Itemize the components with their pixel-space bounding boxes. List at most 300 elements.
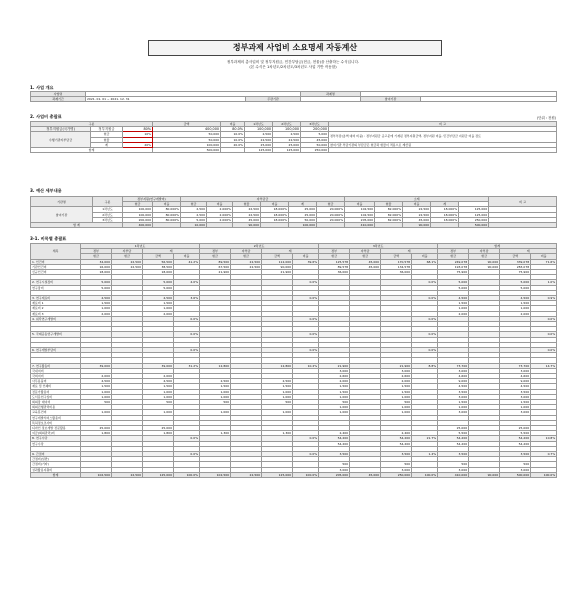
item-cell[interactable]: 1,000 <box>500 405 531 410</box>
budget-cell[interactable]: 200,000 <box>123 217 153 222</box>
item-subhdr-sum: 계 <box>381 249 438 254</box>
item-subhdr-self: 자부담 <box>469 249 500 254</box>
gov-ratio: 80.0% <box>221 127 245 132</box>
item-cell[interactable]: 5,000 <box>438 285 469 290</box>
item-cell[interactable]: 3,000 <box>438 410 469 415</box>
item-cell: 0.0% <box>293 296 319 301</box>
budget-cell[interactable]: 5,000 <box>181 217 207 222</box>
item-cell[interactable]: 5,000 <box>143 280 174 285</box>
lead-org-label: 주관기관 <box>246 97 301 102</box>
budget-cell[interactable]: 2,500 <box>181 207 207 212</box>
cash-pct-input[interactable]: 10% <box>123 132 153 137</box>
item-cell[interactable]: 1,500 <box>319 384 350 389</box>
item-cell[interactable]: 1,000 <box>381 394 412 399</box>
item-cell[interactable]: 283,078 <box>500 264 531 269</box>
budget-cell[interactable]: 80.000% <box>153 217 181 222</box>
item-cell: 68.1% <box>412 259 438 264</box>
item-cell[interactable]: 3,000 <box>500 394 531 399</box>
item-cell[interactable]: 2,600 <box>319 373 350 378</box>
inkind-ratio: 10.0% <box>221 137 245 142</box>
overview-row-2 <box>31 97 557 102</box>
budget-hdr-org: 기관명 <box>31 197 93 207</box>
item-cell[interactable]: 1,000 <box>143 306 174 311</box>
item-cell[interactable]: 4,600 <box>438 373 469 378</box>
item-cell[interactable]: 500 <box>81 399 112 404</box>
item-cell[interactable]: 500 <box>381 399 412 404</box>
item-cell[interactable]: 54,200 <box>381 436 412 441</box>
item-cell[interactable]: 1,500 <box>143 384 174 389</box>
item-cell[interactable]: 4,500 <box>500 296 531 301</box>
budget-cell[interactable]: 100,000 <box>123 207 153 212</box>
item-cell[interactable]: 73,700 <box>438 363 469 368</box>
item-cell[interactable]: 4,500 <box>81 296 112 301</box>
gov-amount[interactable]: 400,000 <box>153 127 221 132</box>
item-cell[interactable]: 1,000 <box>319 394 350 399</box>
item-cell[interactable]: 3,000 <box>319 368 350 373</box>
budget-cell[interactable]: 22,500 <box>233 212 261 217</box>
item-cell[interactable]: 21,900 <box>319 363 350 368</box>
item-cell[interactable]: 500 <box>200 399 231 404</box>
item-name: 도서문헌구입비 <box>31 394 81 399</box>
item-name: 간접비(일반) <box>31 457 81 462</box>
cash-note: 정부부담(총액 대비 비중) : 정부지원금 공고문에 기재된 정부지원금액, 정부지원 비율, 민간부담금 지원금 비율 검토 <box>329 132 557 142</box>
budget-hdr-note: 비 고 <box>489 197 557 207</box>
item-cell[interactable]: 3,000 <box>438 467 469 472</box>
item-h3-ratio: 비율 <box>531 254 557 259</box>
budget-total-cell: 90,000 <box>403 223 431 228</box>
item-cell[interactable]: 45,000 <box>350 264 381 269</box>
budget-cell[interactable]: 102,500 <box>345 207 375 212</box>
item-cell: 0.9% <box>531 296 557 301</box>
item-cell[interactable]: 3,500 <box>438 451 469 456</box>
item-cell[interactable]: 75,900 <box>438 270 469 275</box>
item-cell[interactable]: 54,200 <box>319 441 350 446</box>
item-cell[interactable]: 4,600 <box>500 373 531 378</box>
budget-cell[interactable]: 25,000 <box>289 207 317 212</box>
item-cell[interactable]: 3,000 <box>438 394 469 399</box>
item-cell[interactable]: 18,000 <box>143 270 174 275</box>
item-total-cell: 250,000 <box>381 472 412 477</box>
summary-hdr-year1: 1차년도 <box>245 122 273 127</box>
budget-cell[interactable]: 22,500 <box>403 212 431 217</box>
item-cell[interactable]: 45,000 <box>350 259 381 264</box>
item-cell[interactable]: 125,578 <box>319 259 350 264</box>
budget-cell[interactable]: 2.000% <box>207 217 233 222</box>
item-cell[interactable]: 134,578 <box>381 264 412 269</box>
budget-cell[interactable]: 18.000% <box>261 212 289 217</box>
budget-cell[interactable]: 18.000% <box>261 217 289 222</box>
item-cell[interactable]: 339,078 <box>500 259 531 264</box>
item-cell[interactable]: 1,000 <box>262 410 293 415</box>
item-total-cell: 125,000 <box>262 472 293 477</box>
item-cell[interactable]: 2,000 <box>381 379 412 384</box>
item-cell[interactable]: 75,900 <box>500 270 531 275</box>
item-cell[interactable]: 5,000 <box>81 285 112 290</box>
item-cell[interactable]: 1,500 <box>381 384 412 389</box>
project-name-label: 사업명 <box>31 92 86 97</box>
self-burden-label: 수행기관자부담금 <box>31 132 91 148</box>
item-cell[interactable]: 56,500 <box>143 259 174 264</box>
item-cell[interactable]: 1,500 <box>438 399 469 404</box>
item-cell[interactable]: 1,000 <box>438 306 469 311</box>
budget-hdr-type: 구분 <box>93 197 123 207</box>
item-name: 연구수당 <box>31 441 81 446</box>
item-cell[interactable]: 500 <box>438 462 469 467</box>
summary-hdr-amount: 금액 <box>153 122 221 127</box>
item-cell[interactable]: 3,500 <box>500 389 531 394</box>
summary-hdr-note: 비 고 <box>329 122 557 127</box>
subtotal-y1: 25,000 <box>245 142 273 147</box>
budget-cell[interactable]: 18.000% <box>431 212 459 217</box>
total-y2: 125,000 <box>273 148 301 153</box>
item-cell[interactable]: 25,000 <box>500 425 531 430</box>
item-cell[interactable]: 1,500 <box>500 301 531 306</box>
item-h3-ratio: 비율 <box>293 254 319 259</box>
gov-pct-input[interactable]: 80% <box>123 127 153 132</box>
item-cell[interactable]: 500 <box>143 399 174 404</box>
item-name: 7. 연구활동비 <box>31 363 81 368</box>
item-cell[interactable]: 2,400 <box>319 431 350 436</box>
item-cell: 10.2% <box>293 363 319 368</box>
item-cell[interactable]: 1,000 <box>81 410 112 415</box>
cash-ratio: 10.0% <box>221 132 245 137</box>
budget-cell[interactable]: 45,000 <box>403 217 431 222</box>
item-cell[interactable]: 500 <box>500 462 531 467</box>
budget-cell[interactable]: 18.000% <box>431 207 459 212</box>
item-cell: 71.6% <box>531 259 557 264</box>
item-cell[interactable]: 1,800 <box>143 431 174 436</box>
item-cell[interactable]: 89,578 <box>319 264 350 269</box>
item-name: 간접비(기타) <box>31 462 81 467</box>
item-cell[interactable]: 4,500 <box>438 384 469 389</box>
budget-cell[interactable]: 250,000 <box>459 217 489 222</box>
item-name: 성과활용지원비 <box>31 467 81 472</box>
item-name: 5. 국제공동연구개발비 <box>31 332 81 337</box>
item-cell[interactable]: 4,500 <box>81 379 112 384</box>
budget-subhdr-3: 비율 <box>207 202 233 207</box>
task-name-label: 과제명 <box>301 92 361 97</box>
item-cell[interactable]: 1,500 <box>81 384 112 389</box>
item-cell[interactable]: 1,000 <box>262 394 293 399</box>
item-cell[interactable]: 3,500 <box>319 451 350 456</box>
budget-cell[interactable]: 2.000% <box>207 212 233 217</box>
item-cell[interactable]: 34,000 <box>81 259 112 264</box>
item-cell[interactable]: 21,900 <box>262 270 293 275</box>
item-cell[interactable]: 90,000 <box>469 259 500 264</box>
item-cell[interactable]: 1,000 <box>319 410 350 415</box>
partner-org-value[interactable] <box>421 97 557 102</box>
budget-year-label: 1차년도 <box>93 207 123 212</box>
period-value[interactable]: 2021. 01. 01 ~ 2021. 12. 31 <box>86 97 246 102</box>
item-cell[interactable]: 500 <box>262 399 293 404</box>
item-cell[interactable]: 1,000 <box>143 410 174 415</box>
item-cell[interactable]: 170,578 <box>381 259 412 264</box>
item-cell[interactable]: 25,000 <box>81 425 112 430</box>
item-cell[interactable]: 39,000 <box>143 363 174 368</box>
item-cell[interactable]: 38,500 <box>143 264 174 269</box>
item-cell[interactable]: 2,000 <box>438 311 469 316</box>
budget-detail-table <box>30 196 557 228</box>
item-cell: 21.7% <box>412 436 438 441</box>
item-h3-amount: 금액 <box>262 254 293 259</box>
item-cell: 3.6% <box>174 296 200 301</box>
item-cell[interactable]: 1,000 <box>319 405 350 410</box>
item-cell[interactable]: 1,500 <box>81 301 112 306</box>
item-cell[interactable]: 2,000 <box>81 373 112 378</box>
item-cell[interactable]: 1,000 <box>381 410 412 415</box>
item-cell[interactable]: 36,000 <box>319 270 350 275</box>
item-cell[interactable]: 1,000 <box>500 306 531 311</box>
item-cell[interactable]: 3,000 <box>500 368 531 373</box>
item-cell[interactable]: 36,000 <box>381 270 412 275</box>
item-cell[interactable]: 2,000 <box>500 311 531 316</box>
budget-cell[interactable]: 82.000% <box>375 207 403 212</box>
budget-cell[interactable]: 18.000% <box>261 207 289 212</box>
item-cell[interactable]: 3,000 <box>381 467 412 472</box>
item-cell[interactable]: 1,000 <box>143 389 174 394</box>
budget-cell[interactable]: 205,000 <box>345 217 375 222</box>
item-cell[interactable]: 73,700 <box>500 363 531 368</box>
item-cell[interactable]: 25,000 <box>438 425 469 430</box>
lead-org-value[interactable] <box>301 97 361 102</box>
item-cell[interactable]: 1,000 <box>200 410 231 415</box>
summary-table <box>30 121 557 153</box>
budget-cell[interactable]: 22,500 <box>403 207 431 212</box>
item-subhdr-gov: 정부 <box>200 249 231 254</box>
item-cell[interactable]: 89,500 <box>200 259 231 264</box>
item-total-cell: 100.0% <box>531 472 557 477</box>
item-cell[interactable]: 5,000 <box>438 280 469 285</box>
item-cell[interactable]: 4,500 <box>143 379 174 384</box>
item-cell[interactable]: 9,000 <box>500 379 531 384</box>
item-name: 3. 연구재료비 <box>31 296 81 301</box>
inkind-amount[interactable]: 50,000 <box>153 137 221 142</box>
item-total-cell: 205,000 <box>319 472 350 477</box>
cash-y2: 2,500 <box>273 132 301 137</box>
budget-cell[interactable]: 50,000 <box>289 217 317 222</box>
item-cell[interactable]: 22,500 <box>112 259 143 264</box>
item-hdr-name: 세목 <box>31 244 81 260</box>
budget-subhdr-4: 현물 <box>233 202 261 207</box>
item-cell[interactable]: 90,000 <box>262 264 293 269</box>
budget-cell[interactable]: 102,500 <box>345 212 375 217</box>
item-cell[interactable]: 2,500 <box>200 379 231 384</box>
item-cell[interactable]: 54,200 <box>319 436 350 441</box>
item-cell[interactable]: 5,500 <box>500 431 531 436</box>
item-cell[interactable]: 3,000 <box>438 368 469 373</box>
item-cell[interactable]: 500 <box>381 462 412 467</box>
item-cell[interactable]: 4,500 <box>143 296 174 301</box>
period-label: 과제기간 <box>31 97 86 102</box>
item-cell[interactable]: 1,000 <box>81 306 112 311</box>
item-cell[interactable]: 1,000 <box>81 394 112 399</box>
budget-subhdr-7: 현금 <box>317 202 345 207</box>
item-cell[interactable]: 54,200 <box>381 441 412 446</box>
item-cell[interactable]: 39,000 <box>81 363 112 368</box>
subtotal-pct[interactable]: 20% <box>123 142 153 147</box>
item-subhdr-self: 자부담 <box>231 249 262 254</box>
item-cell: 0.0% <box>174 332 200 337</box>
budget-cell[interactable]: 20.000% <box>317 207 345 212</box>
item-cell[interactable]: 2,600 <box>381 373 412 378</box>
item-total-cell: 22,500 <box>231 472 262 477</box>
budget-cell[interactable]: 45,000 <box>233 217 261 222</box>
item-cell[interactable]: 22,500 <box>231 264 262 269</box>
inkind-y1: 22,500 <box>245 137 273 142</box>
item-name: 9. 간접비 <box>31 451 81 456</box>
cash-amount[interactable]: 50,000 <box>153 132 221 137</box>
page-title: 정부과제 사업비 소요명세 자동계산 <box>148 40 442 56</box>
item-cell[interactable]: 4,500 <box>500 384 531 389</box>
item-name: 6. 연구개발부담비 <box>31 347 81 352</box>
total-y1: 125,000 <box>245 148 273 153</box>
subtotal-y2: 25,000 <box>273 142 301 147</box>
item-cell[interactable]: 2,500 <box>262 379 293 384</box>
item-cell[interactable]: 12,800 <box>200 363 231 368</box>
item-cell[interactable]: 5,000 <box>143 285 174 290</box>
subtitle-line-2: (본 수식은 1차년도/2차년도/3차년도 사업 기반 작동함) <box>249 65 337 69</box>
cash-y3: 5,000 <box>301 132 329 137</box>
item-cell[interactable]: 2,400 <box>381 431 412 436</box>
item-cell[interactable]: 1,500 <box>319 389 350 394</box>
item-cell[interactable]: 193,078 <box>438 264 469 269</box>
item-total-cell: 100.0% <box>293 472 319 477</box>
item-cell: 31.2% <box>174 363 200 368</box>
item-cell[interactable]: 1,500 <box>438 301 469 306</box>
budget-cell[interactable]: 82.000% <box>375 212 403 217</box>
item-cell: 0.0% <box>531 347 557 352</box>
item-cell[interactable]: 1,500 <box>143 301 174 306</box>
item-cell: 8.8% <box>412 363 438 368</box>
budget-cell[interactable]: 22,500 <box>233 207 261 212</box>
item-cell[interactable]: 3,000 <box>500 467 531 472</box>
item-cell[interactable]: 4,500 <box>438 296 469 301</box>
item-cell[interactable]: 54,200 <box>500 441 531 446</box>
item-cell[interactable]: 12,800 <box>262 363 293 368</box>
item-cell[interactable]: 3,500 <box>500 451 531 456</box>
item-cell[interactable]: 112,000 <box>262 259 293 264</box>
item-cell[interactable]: 9,000 <box>438 379 469 384</box>
item-cell[interactable]: 1,800 <box>81 431 112 436</box>
budget-cell[interactable]: 2,500 <box>181 212 207 217</box>
item-cell[interactable]: 1,000 <box>262 389 293 394</box>
item-cell[interactable]: 2,000 <box>81 311 112 316</box>
item-cell[interactable]: 1,500 <box>200 384 231 389</box>
section-budget-heading: 3. 예산 세부내용 <box>30 188 62 193</box>
budget-cell[interactable]: 18.000% <box>431 217 459 222</box>
budget-cell[interactable]: 25,000 <box>289 212 317 217</box>
budget-cell[interactable]: 125,000 <box>459 207 489 212</box>
item-cell[interactable]: 5,000 <box>81 280 112 285</box>
item-cell[interactable]: 18,000 <box>81 270 112 275</box>
item-cell[interactable]: 2,000 <box>143 311 174 316</box>
budget-cell[interactable]: 100,000 <box>123 212 153 217</box>
budget-cell[interactable]: 80.000% <box>153 207 181 212</box>
gov-y2: 100,000 <box>273 127 301 132</box>
item-cell[interactable]: 67,500 <box>200 264 231 269</box>
gov-y3: 200,000 <box>301 127 329 132</box>
budget-cell[interactable]: 82.000% <box>375 217 403 222</box>
item-h3-cash: 현금 <box>319 254 350 259</box>
item-cell: 0.0% <box>293 347 319 352</box>
gov-support-label: 정부지원금(국가명) <box>31 127 91 132</box>
budget-total-label: 합 계 <box>31 223 123 228</box>
item-total-cell: 125,000 <box>143 472 174 477</box>
item-cell[interactable]: 2,000 <box>319 379 350 384</box>
item-cell[interactable]: 3,500 <box>438 389 469 394</box>
item-name: 4. 위탁연구개발비 <box>31 316 81 321</box>
budget-cell[interactable]: 125,000 <box>459 212 489 217</box>
item-cell[interactable]: 25,000 <box>143 425 174 430</box>
item-cell[interactable]: 3,500 <box>381 451 412 456</box>
item-cell[interactable]: 1,000 <box>381 405 412 410</box>
budget-cell[interactable]: 2.000% <box>207 207 233 212</box>
item-cell[interactable]: 5,000 <box>500 285 531 290</box>
item-name: 여금(회의관리)비 <box>31 431 81 436</box>
item-cell[interactable]: 54,200 <box>438 441 469 446</box>
item-name: 재료비 1 <box>31 301 81 306</box>
item-cell[interactable]: 3,000 <box>500 410 531 415</box>
item-cell: 0.0% <box>412 347 438 352</box>
item-cell[interactable]: 2,000 <box>143 373 174 378</box>
item-cell[interactable]: 21,900 <box>381 363 412 368</box>
item-h3-cash2: 현금 <box>350 254 381 259</box>
item-cell[interactable]: 1,500 <box>500 399 531 404</box>
item-cell[interactable]: 54,200 <box>438 436 469 441</box>
item-cell[interactable]: 1,500 <box>262 384 293 389</box>
item-cell[interactable]: 1,000 <box>143 394 174 399</box>
item-cell[interactable]: 22,500 <box>112 264 143 269</box>
item-cell[interactable]: 5,000 <box>500 280 531 285</box>
budget-cell[interactable]: 20.000% <box>317 212 345 217</box>
item-cell[interactable]: 1,000 <box>200 389 231 394</box>
item-cell: 0.0% <box>174 436 200 441</box>
budget-cell[interactable]: 20.000% <box>317 217 345 222</box>
section-itemized-heading: 3-1. 비목별 총괄표 <box>30 236 67 241</box>
item-cell[interactable]: 1,300 <box>200 431 231 436</box>
item-cell[interactable]: 500 <box>319 462 350 467</box>
item-cell[interactable]: 5,500 <box>438 431 469 436</box>
item-subhdr-sum: 계 <box>262 249 319 254</box>
item-cell[interactable]: 1,000 <box>200 394 231 399</box>
item-cell[interactable]: 90,000 <box>469 264 500 269</box>
item-cell: 0.0% <box>531 316 557 321</box>
item-total-cell: 22,500 <box>112 472 143 477</box>
item-cell[interactable]: 22,500 <box>231 259 262 264</box>
budget-cell[interactable]: 80.000% <box>153 212 181 217</box>
item-cell[interactable]: 1,300 <box>262 431 293 436</box>
budget-total-cell: 410,000 <box>345 223 375 228</box>
item-cell[interactable]: 1,000 <box>81 389 112 394</box>
item-cell: 0.0% <box>174 451 200 456</box>
inkind-label: 현물 <box>91 137 123 142</box>
item-cell[interactable]: 1,500 <box>381 389 412 394</box>
item-cell[interactable]: 249,078 <box>438 259 469 264</box>
budget-total-cell <box>317 223 345 228</box>
budget-hdr-subtotal: 소계 <box>345 197 489 202</box>
item-cell[interactable]: 21,900 <box>200 270 231 275</box>
item-cell[interactable]: 16,000 <box>81 264 112 269</box>
item-name: 회의진행관리비용 <box>31 405 81 410</box>
item-cell[interactable]: 3,000 <box>319 467 350 472</box>
item-cell[interactable]: 54,200 <box>500 436 531 441</box>
budget-subhdr-11: 계 <box>431 202 459 207</box>
budget-total-cell: 100,000 <box>289 223 317 228</box>
item-cell[interactable]: 3,000 <box>381 368 412 373</box>
item-cell[interactable]: 500 <box>319 399 350 404</box>
item-cell[interactable]: 1,000 <box>438 405 469 410</box>
item-cell: 41.2% <box>174 259 200 264</box>
